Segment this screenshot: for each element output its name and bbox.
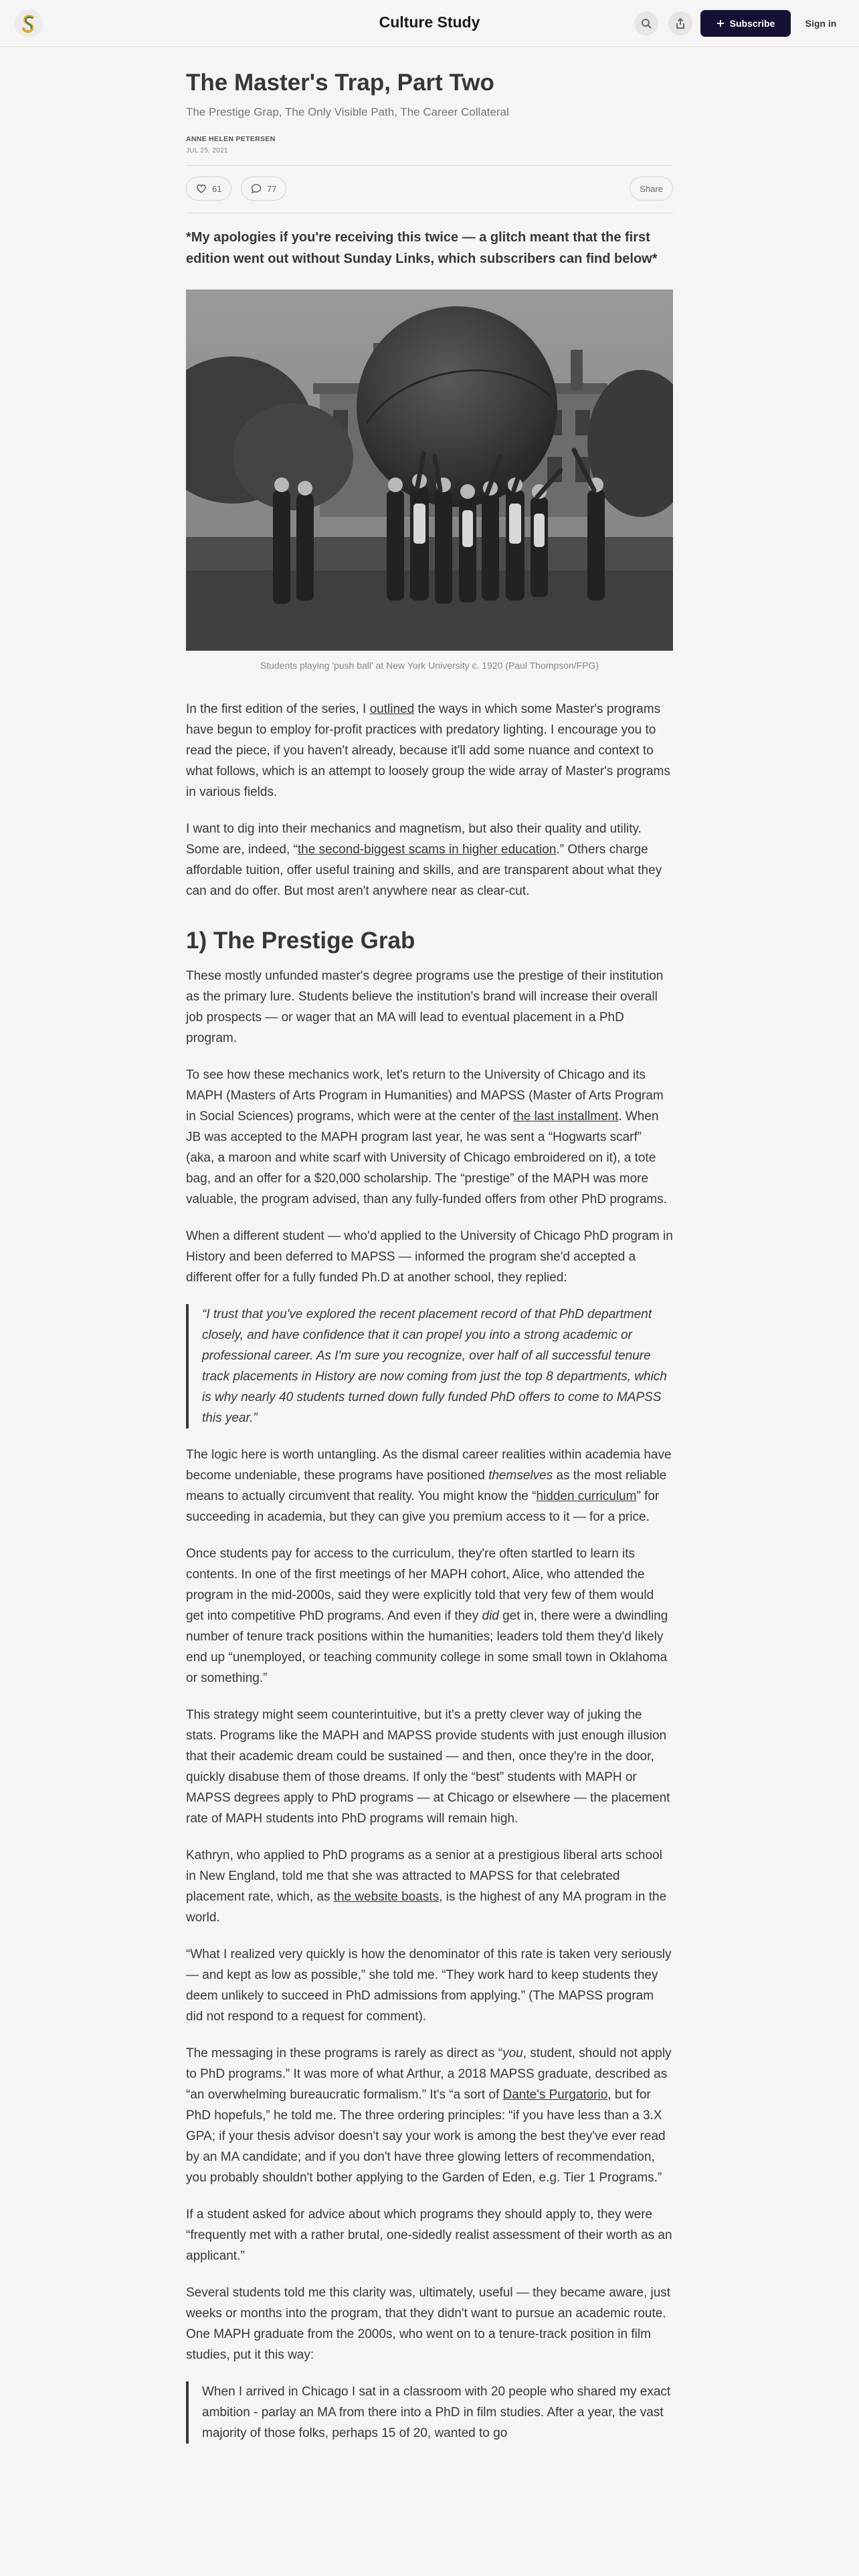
paragraph-text: The logic here is worth untangling. As the dismal career realities within academia have become undeniable, these programs have positioned <box>186 1448 672 1483</box>
paragraph-text: the ways in which some Master's programs have begun to employ for-profit practices with predatory lighting. I encourage you to read the piece, if you haven't already, because it'll add some nuance and context to what follows, which is an attempt to loosely group the wide array of Master's programs in various fields. <box>186 702 670 799</box>
push-ball-photo <box>186 290 673 651</box>
paragraph <box>186 699 673 802</box>
paragraph <box>186 1845 673 1928</box>
paragraph: These mostly unfunded master's degree programs use the prestige of their institution as the primary lure. Students believe the institution's brand will increase their overall job prospects — or wager that an MA will lead to eventual placement in a PhD program. <box>186 969 664 1045</box>
paragraph: When a different student — who'd applied to the University of Chicago PhD program in History and been deferred to MAPSS — informed the program she'd accepted a different offer for a fully funded Ph.D at another school, they replied: <box>186 1229 673 1285</box>
paragraph-text: I want to dig into their mechanics and magnetism, but also their quality and utility. Some are, indeed, “ <box>186 822 642 857</box>
share-nav-button[interactable] <box>668 11 692 35</box>
section-heading: 1) The Prestige Grab <box>186 928 415 954</box>
article <box>186 47 673 2444</box>
paragraph-text: In the first edition of the series, I <box>186 702 370 716</box>
search-icon <box>641 18 652 29</box>
blockquote <box>186 2381 673 2444</box>
paragraph-text: Once students pay for access to the curriculum, they're often startled to learn its contents. In one of the first meetings of her MAPH cohort, Alice, who attended the program in the mid-2000s, said they were explicitly told that very few of them would get into competitive PhD programs. And even if they <box>186 1547 654 1623</box>
hidden-curriculum-link[interactable]: hidden curriculum <box>536 1489 637 1503</box>
like-button[interactable] <box>186 177 231 201</box>
subscribe-button[interactable] <box>700 10 791 37</box>
subscribe-label: Subscribe <box>729 18 775 29</box>
dantes-purgatorio-link[interactable]: Dante's Purgatorio <box>502 2088 608 2102</box>
share-label: Share <box>640 183 663 194</box>
paragraph: “What I realized very quickly is how the denominator of this rate is taken very seriously — and kept as low as possible,” she told me. “They work hard to keep students they deem unlikely to succeed in PhD admissions from applying.” (The MAPSS program did not respond to a request for comment). <box>186 1947 672 2024</box>
paragraph-text: , is the highest of any MA program in the world. <box>186 1890 667 1925</box>
scams-link[interactable]: the second-biggest scams in higher education <box>297 843 557 857</box>
paragraph <box>186 2043 673 2188</box>
comment-icon <box>251 183 262 194</box>
intro-note: *My apologies if you're receiving this twice — a glitch meant that the first edition went out without Sunday Links, which subscribers can find below* <box>186 230 658 266</box>
paragraph-text: The messaging in these programs is rarely as direct as “ <box>186 2046 503 2060</box>
paragraph-text: get in, there were a dwindling number of tenure track positions within the humanities; leaders told them they'd likely end up “unemployed, or teaching community college in some small town in Oklahoma or something.” <box>186 1609 668 1685</box>
post-actions <box>186 166 673 213</box>
blockquote <box>186 1304 673 1428</box>
paragraph-text: . When JB was accepted to the MAPH program last year, he was sent a “Hogwarts scarf” (aka, a maroon and white scarf with University of Chicago embroidered on it), a tote bag, and an offer for a $20,000 scholarship. The “prestige” of the MAPH was more valuable, the program advised, than any fully-funded offers from other PhD programs. <box>186 1109 667 1206</box>
website-boasts-link[interactable]: the website boasts <box>333 1890 440 1904</box>
paragraph-text: , but for PhD hopefuls,” he told me. The three ordering principles: “if you have less than a 3.X GPA; if your thesis advisor doesn't say your work is among the best they've ever read by an MA candidate; and if you don't have three glowing letters of recommendation, you probably shouldn't bother applying to the Garden of Eden, e.g. Tier 1 Programs.” <box>186 2088 666 2185</box>
outlined-link[interactable]: outlined <box>369 702 415 716</box>
paragraph-text: as the most reliable means to actually circumvent that reality. You might know the “ <box>186 1469 667 1503</box>
paragraph-text: Kathryn, who applied to PhD programs as a senior at a prestigious liberal arts school in New England, told me that she was attracted to MAPSS for that celebrated placement rate, which, as <box>186 1848 662 1904</box>
quote-text: When I arrived in Chicago I sat in a classroom with 20 people who shared my exact ambition - parlay an MA from there into a PhD in film studies. After a year, the vast majority of those folks, perhaps 15 of 20, wanted to go <box>202 2385 671 2440</box>
publication-name[interactable]: Culture Study <box>379 13 480 31</box>
paragraph-text: ” for succeeding in academia, but they can give you premium access to it — for a price. <box>186 1489 660 1524</box>
quote-text: “I trust that you've explored the recent placement record of that PhD department closely, and have confidence that it can propel you into a strong academic or professional career. As I'm sure you recognize, over half of all successful tenure track placements in History are now coming from just the top 8 departments, which is why nearly 40 students turned down fully funded PhD offers to come to MAPSS this year.” <box>202 1307 667 1425</box>
comment-count: 77 <box>267 183 277 194</box>
like-count: 61 <box>212 183 222 194</box>
last-installment-link[interactable]: the last installment <box>512 1109 619 1123</box>
paragraph-text: .” Others charge affordable tuition, offer useful training and skills, and are transparent about what they can and do offer. But most aren't anywhere near as clear-cut. <box>186 843 662 898</box>
article-body <box>186 699 673 2444</box>
top-navigation <box>0 0 859 47</box>
paragraph <box>186 1444 673 1527</box>
post-date: JUL 25, 2021 <box>186 147 228 154</box>
paragraph: Several students told me this clarity was, ultimately, useful — they became aware, just weeks or months into the program, that they didn't want to pursue an academic route. One MAPH graduate from the 2000s, who went on to a tenure-track position in film studies, put it this way: <box>186 2286 671 2362</box>
image-caption: Students playing 'push ball' at New York University c. 1920 (Paul Thompson/FPG) <box>260 660 599 671</box>
paragraph-text: , student, should not apply to PhD programs.” It was more of what Arthur, a 2018 MAPSS graduate, described as “an overwhelming bureaucratic formalism.” It's “a sort of <box>186 2046 672 2102</box>
plus-icon <box>717 19 725 27</box>
sign-in-button[interactable]: Sign in <box>805 18 837 29</box>
comments-button[interactable] <box>241 177 286 201</box>
author-name[interactable]: ANNE HELEN PETERSEN <box>186 135 276 143</box>
paragraph: This strategy might seem counterintuitive, but it's a pretty clever way of juking the stats. Programs like the MAPH and MAPSS provide students with just enough illusion that their academic dream could be sustained — and then, once they're in the door, quickly disabuse them of those dreams. If only the “best” students with MAPH or MAPSS degrees apply to PhD programs — at Chicago or elsewhere — the placement rate of MAPH students into PhD programs will remain high. <box>186 1708 670 1826</box>
post-subtitle: The Prestige Grap, The Only Visible Path, The Career Collateral <box>186 106 509 118</box>
paragraph <box>186 1543 673 1689</box>
post-title: The Master's Trap, Part Two <box>186 70 494 96</box>
paragraph: If a student asked for advice about which programs they should apply to, they were “frequently met with a rather brutal, one-sidedly realist assessment of their worth as an applicant.” <box>186 2208 672 2263</box>
emphasis: themselves <box>488 1469 553 1483</box>
emphasis: you <box>502 2046 523 2060</box>
paragraph <box>186 1065 673 1210</box>
search-button[interactable] <box>634 11 658 35</box>
share-button[interactable] <box>630 177 673 201</box>
heart-icon <box>196 183 207 194</box>
emphasis: did <box>482 1609 499 1623</box>
hero-image[interactable] <box>186 290 673 651</box>
share-icon <box>675 18 686 29</box>
paragraph-text: To see how these mechanics work, let's return to the University of Chicago and its MAPH (Masters of Arts Program in Humanities) and MAPSS (Master of Arts Program in Social Sciences) programs, which were at the center of <box>186 1068 664 1123</box>
paragraph <box>186 819 673 901</box>
